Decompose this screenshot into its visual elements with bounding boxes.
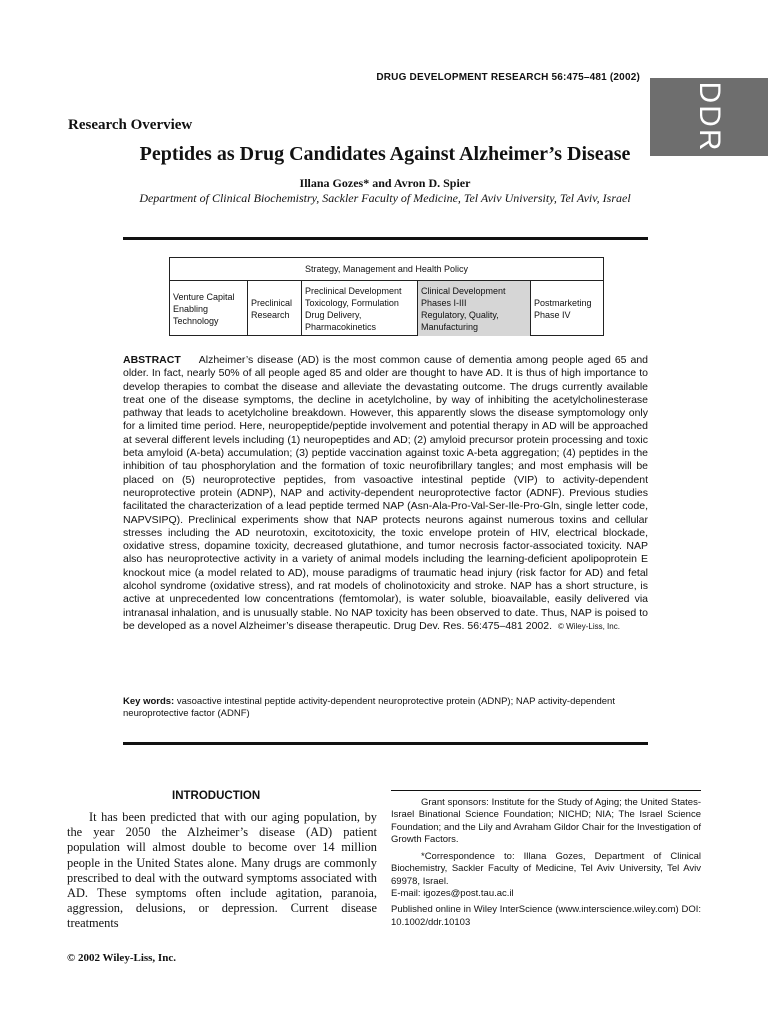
published-line: Published online in Wiley InterScience (www.interscience.wiley.com) DOI: 10.1002/ddr.10103 <box>391 904 701 928</box>
abstract-text: Alzheimer’s disease (AD) is the most common cause of dementia among people aged 65 and older. In fact, nearly 50% of all people aged 85 and older are thought to have AD. It is thus of high importance to develop therapies to combat the disease and alleviate the devastating outcome. The drugs currently available treat one of the disease symptoms, the decline in acetylcholine, by way of inhibiting the acetylcholinesterase pathway that leads to acetylcholine breakdown. However, this apparently slows the disease symptomology only for a limited time period. Here, neuropeptide/peptide involvement and potential therapy in AD will be approached at several different levels including (1) neuropeptides and AD; (2) amyloid precursor protein processing and toxic beta amyloid (A-beta) accumulation; (3) peptide vaccination against toxic A-beta aggregation; (4) peptides in the inhibition of tau phosphorylation and the formation of toxic neurofibrillary tangles; and most emphasis will be placed on (5) neuroprotective peptides, from vasoactive intestinal peptide (VIP) to activity-dependent neuroprotective protein (ADNP), NAP and activity-dependent neuroprotective factor (ADNF). Previous studies facilitated the characterization of a lead peptide termed NAP (Asn-Ala-Pro-Val-Ser-Ile-Pro-Gln, single letter code, NAPVSIPQ). Preclinical experiments show that NAP protects neurons against numerous toxins and cellular stresses including the AD neurotoxin, excitotoxicity, the toxic envelope protein of HIV, electrical blockade, oxidative stress, dopamine toxicity, decreased glutathione, and tumor necrosis factor-associated toxicity. NAP also has neuroprotective activity in a variety of animal models including the learning-deficient apolipoprotein E knockout mice (a model related to AD), mouse paradigms of traumatic head injury (risk factor for AD) and fetal alcohol syndrome (oxidative stress), and rat models of cholinotoxicity and stroke. NAP has a short structure, is active at unprecedented low concentrations (femtomolar), is water soluble, bioavailable, easily delivered via intranasal inhalation, and is unusually stable. No NAP toxicity has been observed to date. Thus, NAP is poised to be developed as a novel Alzheimer’s disease therapeutic. Drug Dev. Res. 56:475–481 2002. <box>123 354 648 632</box>
diagram-cell-text: Venture Capital Enabling Technology <box>173 291 235 326</box>
diagram-cell-text: Postmarketing Phase IV <box>534 297 592 320</box>
diagram-cell-postmarketing <box>531 281 603 336</box>
diagram-header: Strategy, Management and Health Policy <box>170 258 603 281</box>
abstract-label: ABSTRACT <box>123 354 181 366</box>
diagram-cell-text: Clinical Development Phases I-III Regulatory, Quality, Manufacturing <box>421 285 506 332</box>
diagram-cell-text: Preclinical Research <box>251 297 293 320</box>
grant-footnote: Grant sponsors: Institute for the Study of Aging; the United States-Israel Binational Science Foundation; NICHD; NIA; The Israel Science Foundation; and the Lily and Avraham Gildor Chair for the Investigation of Growth Factors. <box>391 797 701 845</box>
diagram-cell-preclinical-development <box>302 281 418 336</box>
keywords-label: Key words: <box>123 696 175 707</box>
page-copyright: © 2002 Wiley-Liss, Inc. <box>67 952 176 964</box>
introduction-text: It has been predicted that with our aging population, by the year 2050 the Alzheimer’s disease (AD) patient population will almost double to become over 14 million people in the United States alone. Many drugs are commonly prescribed to deal with the outward symptoms associated with AD. These symptoms often include agitation, paranoia, aggression, delusions, or depression. Current disease treatments <box>67 810 377 931</box>
correspondence-footnote: *Correspondence to: Illana Gozes, Department of Clinical Biochemistry, Sackler Faculty of Medicine, Tel Aviv University, Tel Aviv 69978, Israel. <box>391 851 701 887</box>
diagram-cell-venture <box>170 281 248 336</box>
section-label: Research Overview <box>68 117 193 133</box>
diagram-cell-clinical-development <box>418 281 531 336</box>
diagram-cell-preclinical-research <box>248 281 302 336</box>
affiliation: Department of Clinical Biochemistry, Sackler Faculty of Medicine, Tel Aviv University, Tel Aviv, Israel <box>139 191 631 205</box>
keywords <box>123 696 648 720</box>
abstract <box>123 354 648 633</box>
top-rule <box>123 237 648 240</box>
journal-tab-label: DDR <box>693 81 726 153</box>
journal-citation: DRUG DEVELOPMENT RESEARCH 56:475–481 (2002) <box>376 72 640 83</box>
footnote-rule <box>391 790 701 791</box>
author-list: Illana Gozes* and Avron D. Spier <box>299 176 471 190</box>
article-title: Peptides as Drug Candidates Against Alzheimer’s Disease <box>139 143 631 165</box>
email-line: E-mail: igozes@post.tau.ac.il <box>391 888 514 900</box>
bottom-rule <box>123 742 648 745</box>
footnotes <box>391 797 701 934</box>
drug-development-diagram <box>169 257 604 336</box>
introduction-heading: INTRODUCTION <box>172 790 261 802</box>
keywords-text: vasoactive intestinal peptide activity-dependent neuroprotective protein (ADNP); NAP activity-dependent neuroprotective factor (ADNF) <box>123 696 615 719</box>
diagram-row <box>170 281 603 336</box>
abstract-copyright: © Wiley-Liss, Inc. <box>558 621 620 631</box>
diagram-cell-text: Preclinical Development Toxicology, Formulation Drug Delivery, Pharmacokinetics <box>305 285 402 332</box>
